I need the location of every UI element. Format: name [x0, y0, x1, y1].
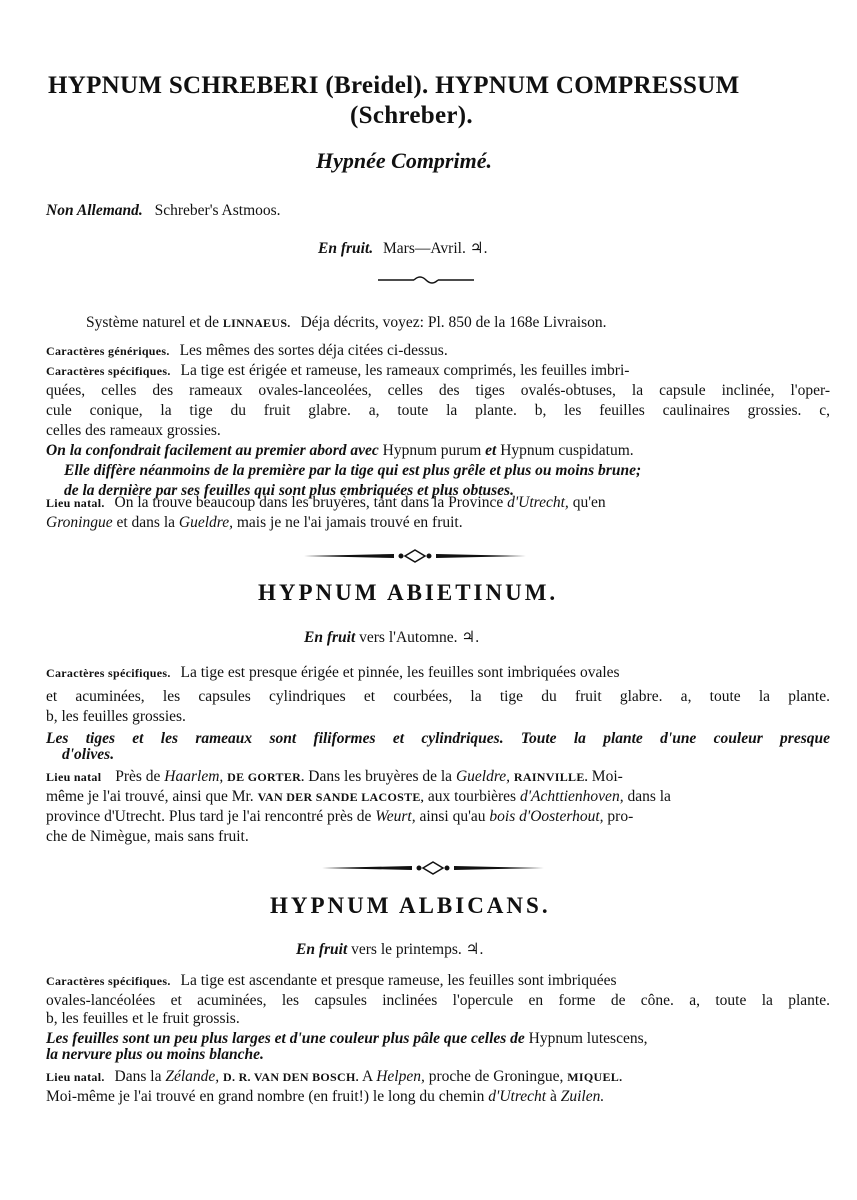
lieu-label: Lieu natal. [46, 1070, 105, 1084]
ornament-diamond [423, 862, 443, 874]
lieu-person-bosch: D. R. VAN DEN BOSCH. [223, 1070, 359, 1084]
section2-note-l1: Les tiges et les rameaux sont filiformes et cylindriques. Toute la plante d'une couleur presque [46, 730, 830, 747]
generic-text: Les mêmes des sortes déja citées ci-dessus. [179, 342, 448, 359]
system-text-a: Système naturel et de [86, 314, 219, 331]
section3-spec-l3: b, les feuilles et le fruit grossis. [46, 1010, 240, 1027]
ornament-dot-right [427, 554, 432, 559]
specific-label: Caractères spécifiques. [46, 666, 171, 680]
fruit-label: En fruit. [318, 240, 374, 257]
non-label: Non Allemand. [46, 202, 143, 219]
lieu-text-a: Près de [115, 768, 161, 785]
lieu-text-a: Moi-même je l'ai trouvé en grand nombre (en fruit!) le long du chemin [46, 1088, 485, 1105]
section1-lieu-l1 [46, 494, 606, 512]
fruit-value: vers le printemps. ♃. [351, 941, 484, 958]
section2-lieu-l2 [46, 788, 671, 806]
section3-spec-l1 [46, 972, 830, 990]
lieu-place-weurt: Weurt, [375, 808, 416, 825]
section1-spec-l2: quées, celles des rameaux ovales-lanceolées, celles des tiges ovalés-obtuses, la capsule inclinée, l'oper- [46, 382, 830, 399]
lieu-place-haarlem: Haarlem, [164, 768, 224, 785]
section1-lieu-l2 [46, 514, 463, 532]
lieu-person-rainville: RAINVILLE. [513, 770, 588, 784]
section1-system-line [86, 314, 607, 332]
lieu-text-g: Moi- [591, 768, 623, 785]
fruit-value: vers l'Automne. ♃. [359, 629, 480, 646]
section1-subtitle: Hypnée Comprimé. [316, 148, 492, 173]
confusion-text-a: On la confondrait facilement au premier abord avec [46, 442, 379, 459]
lieu-place-gueldre: Gueldre, [455, 768, 511, 785]
lieu-place-zuilen: Zuilen. [560, 1088, 605, 1105]
lieu-text-e: dans la [627, 788, 671, 805]
lieu-text-e: pro- [607, 808, 634, 825]
section2-lieu-l1 [46, 768, 623, 786]
section2-note-l2: d'olives. [62, 746, 115, 763]
lieu-place-oosterhout: bois d'Oosterhout, [489, 808, 604, 825]
section1-title-line1: HYPNUM SCHREBERI (Breidel). HYPNUM COMPRESSUM [48, 72, 740, 99]
lieu-person-miquel: MIQUEL. [567, 1070, 623, 1084]
lieu-text-d: Dans les bruyères de la [308, 768, 453, 785]
lieu-text-a: province d'Utrecht. Plus tard je l'ai rencontré près de [46, 808, 372, 825]
lieu-place-utrecht: d'Utrecht, [507, 494, 569, 511]
lieu-place-zelande: Zélande, [165, 1068, 220, 1085]
section1-spec-l4: celles des rameaux grossies. [46, 422, 221, 439]
ornament-dot-right [445, 866, 450, 871]
section3-spec-l2: ovales-lancéolées et acuminées, les capsules inclinées l'opercule en forme de cône. a, toute la plante. [46, 992, 830, 1009]
section1-non-line [46, 202, 281, 220]
lieu-text-a: On la trouve beaucoup dans les bruyères, tant dans la Province [114, 494, 504, 511]
lieu-text-b: et dans la [116, 514, 176, 531]
fruit-label: En fruit [296, 941, 348, 958]
lieu-text-d: A [361, 1068, 373, 1085]
ornament-taper-left [304, 554, 394, 558]
specific-label: Caractères spécifiques. [46, 364, 171, 378]
section3-note-l2: la nervure plus ou moins blanche. [46, 1046, 264, 1063]
confusion-species-2: Hypnum cuspidatum. [500, 442, 634, 459]
ornament-taper-left [322, 866, 412, 870]
section1-spec-l1 [46, 362, 830, 380]
section2-lieu-l3 [46, 808, 633, 826]
non-value: Schreber's Astmoos. [154, 202, 281, 219]
ornament-diamond [405, 550, 425, 562]
lieu-text-c: ainsi qu'au [419, 808, 486, 825]
ornament-taper-right [454, 866, 544, 870]
lieu-text-c: qu'en [572, 494, 606, 511]
section2-spec-l2: et acuminées, les capsules cylindriques et courbées, la tige du fruit glabre. a, toute la plante. [46, 688, 830, 705]
ornament-dot-left [417, 866, 422, 871]
confusion-and: et [485, 442, 497, 459]
lieu-place-gueldre: Gueldre, [178, 514, 233, 531]
section1-fruit-line [318, 239, 487, 258]
ornament-taper-right [436, 554, 526, 558]
lieu-label: Lieu natal [46, 770, 102, 784]
linnaeus-name: LINNAEUS. [222, 316, 291, 330]
section1-confusion-l1 [46, 442, 634, 460]
ornament-divider-1 [304, 549, 526, 563]
lieu-text-a: même je l'ai trouvé, ainsi que Mr. [46, 788, 254, 805]
section3-lieu-l2 [46, 1088, 604, 1106]
section1-generic [46, 342, 448, 360]
specific-label: Caractères spécifiques. [46, 974, 171, 988]
specific-text-1: La tige est ascendante et presque rameuse, les feuilles sont imbriquées [180, 972, 617, 989]
lieu-place-helpen: Helpen, [376, 1068, 425, 1085]
lieu-text-c: à [549, 1088, 557, 1105]
lieu-text-d: mais je ne l'ai jamais trouvé en fruit. [236, 514, 463, 531]
section2-lieu-l4: che de Nimègue, mais sans fruit. [46, 828, 249, 845]
section1-confusion-l3: de la dernière par ses feuilles qui sont plus embriquées et plus obtuses. [64, 482, 514, 499]
lieu-text-f: proche de Groningue, [428, 1068, 564, 1085]
lieu-place-utrecht: d'Utrecht [488, 1088, 547, 1105]
lieu-text-a: Dans la [114, 1068, 162, 1085]
section1-confusion-l2: Elle diffère néanmoins de la première par la tige qui est plus grêle et plus ou moins brune; [64, 462, 642, 479]
system-text-b: Déja décrits, voyez: Pl. 850 de la 168e Livraison. [300, 314, 607, 331]
specific-text-1: La tige est érigée et rameuse, les rameaux comprimés, les feuilles imbri- [180, 362, 630, 379]
section2-title: HYPNUM ABIETINUM. [258, 580, 559, 605]
ornament-swirl [414, 277, 438, 283]
ornament-divider-2 [322, 861, 544, 875]
lieu-text-c: aux tourbières [427, 788, 517, 805]
lieu-label: Lieu natal. [46, 496, 105, 510]
section3-fruit-line [296, 940, 483, 959]
lieu-person-gorter: DE GORTER. [227, 770, 305, 784]
fruit-label: En fruit [304, 629, 356, 646]
lieu-place-groningue: Groningue [46, 514, 113, 531]
specific-text-1: La tige est presque érigée et pinnée, les feuilles sont imbriquées ovales [180, 664, 620, 681]
fruit-value: Mars—Avril. ♃. [383, 240, 488, 257]
section3-lieu-l1 [46, 1068, 622, 1086]
small-ornament-divider [378, 274, 474, 286]
section1-spec-l3: cule conique, la tige du fruit glabre. a, toute la plante. b, les feuilles caulinaires grossies. c, [46, 402, 830, 419]
section1-title-line2: (Schreber). [350, 102, 473, 129]
lieu-place-achttienhoven: d'Achttienhoven, [519, 788, 624, 805]
section3-title: HYPNUM ALBICANS. [270, 893, 551, 918]
section2-fruit-line [304, 628, 479, 647]
ornament-dot-left [399, 554, 404, 559]
section2-spec-l1 [46, 664, 830, 682]
note-text-a: Les feuilles sont un peu plus larges et d'une couleur plus pâle que celles de [46, 1030, 525, 1047]
section2-spec-l3: b, les feuilles grossies. [46, 708, 186, 725]
note-species: Hypnum lutescens, [528, 1030, 648, 1047]
generic-label: Caractères génériques. [46, 344, 170, 358]
lieu-person-lacoste: VAN DER SANDE LACOSTE, [257, 790, 424, 804]
confusion-species-1: Hypnum purum [382, 442, 482, 459]
